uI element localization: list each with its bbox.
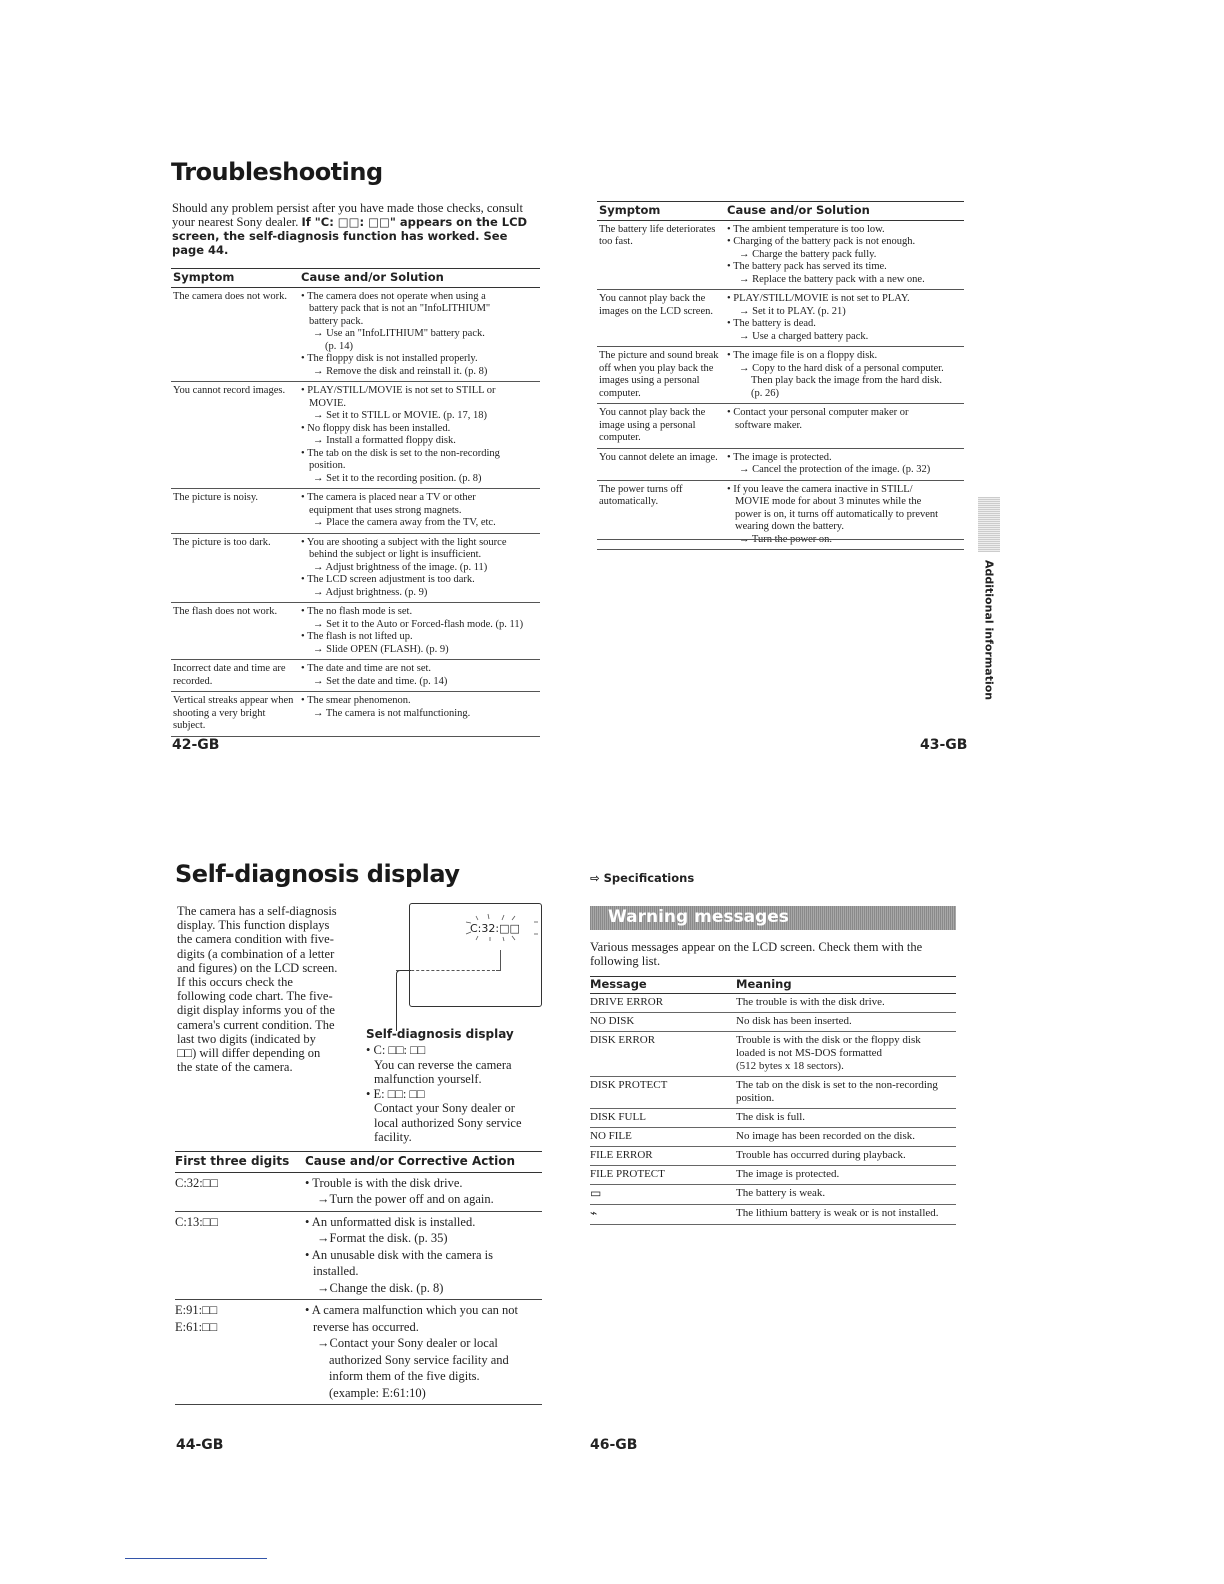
- lcd-code-readout: C:32:□□: [470, 922, 520, 935]
- meaning-line: The tab on the disk is set to the non-recording: [736, 1079, 938, 1091]
- page-number-44: 44-GB: [176, 1437, 224, 1453]
- cause-line: equipment that uses strong magnets.: [309, 504, 462, 516]
- legend-line: facility.: [374, 1130, 412, 1144]
- table-row: [597, 404, 964, 449]
- cause-line: → Copy to the hard disk of a personal computer.: [739, 362, 944, 374]
- cause-cell: [299, 603, 540, 660]
- table-end-rule: [597, 539, 964, 540]
- cause-line: → Cancel the protection of the image. (p. 32): [739, 464, 931, 475]
- col-corrective-action: Cause and/or Corrective Action: [305, 1152, 542, 1173]
- battery-weak-icon: ▭: [590, 1186, 602, 1200]
- table-row: [175, 1300, 542, 1405]
- warning-intro: Various messages appear on the LCD screen. Check them with the following list.: [590, 940, 923, 968]
- meaning-cell: [736, 1147, 956, 1166]
- cause-line: • The flash is not lifted up.: [301, 631, 413, 642]
- table-row: [171, 660, 540, 692]
- troubleshooting-table-42: [171, 268, 540, 737]
- error-code: E:61:□□: [175, 1319, 218, 1334]
- cause-line: → Place the camera away from the TV, etc.: [313, 517, 496, 528]
- action-cell: [305, 1172, 542, 1211]
- cause-line: • If you leave the camera inactive in STILL/: [727, 483, 913, 495]
- message-cell: [590, 1109, 736, 1128]
- meaning-cell: [736, 1109, 956, 1128]
- symptom-cell: Vertical streaks appear when shooting a very bright subject.: [171, 692, 299, 737]
- cause-line: • The no flash mode is set.: [301, 606, 413, 617]
- self-diagnosis-code-legend: [366, 1043, 542, 1145]
- message-cell: [590, 1077, 736, 1109]
- message-cell: [590, 1205, 736, 1225]
- message-cell: [590, 994, 736, 1013]
- page-number-43: 43-GB: [920, 737, 968, 753]
- cause-line: → Replace the battery pack with a new one.: [739, 273, 925, 285]
- body-line: camera's current condition. The: [177, 1017, 335, 1032]
- action-line: • Trouble is with the disk drive.: [305, 1175, 463, 1190]
- cause-line: → Slide OPEN (FLASH). (p. 9): [313, 643, 449, 655]
- col-message: Message: [590, 977, 736, 994]
- action-line: →Turn the power off and on again.: [317, 1192, 494, 1206]
- message-text: DISK ERROR: [590, 1034, 656, 1046]
- message-cell: [590, 1013, 736, 1032]
- error-code: C:13:□□: [175, 1214, 218, 1229]
- table-row: [597, 347, 964, 404]
- message-cell: [590, 1166, 736, 1185]
- body-line: last two digits (indicated by: [177, 1031, 316, 1046]
- cause-line: (p. 14): [325, 340, 353, 352]
- cause-line: • The tab on the disk is set to the non-recording: [301, 447, 500, 459]
- meaning-line: loaded is not MS-DOS formatted: [736, 1047, 883, 1059]
- table-row: [590, 1185, 956, 1205]
- symptom-cell: The flash does not work.: [171, 603, 299, 660]
- meaning-line: Trouble has occurred during playback.: [736, 1149, 906, 1161]
- cause-line: → Remove the disk and reinstall it. (p. 8): [313, 365, 488, 377]
- page-title-self-diagnosis: Self-diagnosis display: [175, 860, 460, 888]
- code-cell: [175, 1300, 305, 1405]
- crossref-specifications: ⇨ Specifications: [590, 871, 695, 885]
- cause-line: • The LCD screen adjustment is too dark.: [301, 574, 475, 585]
- table-row: [175, 1211, 542, 1300]
- meaning-cell: [736, 1013, 956, 1032]
- body-line: the camera condition with five-: [177, 932, 334, 947]
- cause-line: • The smear phenomenon.: [301, 695, 411, 706]
- col-symptom: Symptom: [171, 269, 299, 288]
- banner-title: Warning messages: [608, 907, 789, 927]
- action-line: →Contact your Sony dealer or local: [317, 1336, 498, 1350]
- page-title-troubleshooting: Troubleshooting: [171, 158, 383, 186]
- legend-line: local authorized Sony service: [374, 1115, 522, 1130]
- table-row: [171, 603, 540, 660]
- body-line: The camera has a self-diagnosis: [177, 904, 337, 918]
- col-first-three-digits: First three digits: [175, 1152, 305, 1173]
- cause-line: battery pack.: [309, 315, 364, 327]
- cause-cell: [299, 533, 540, 603]
- error-code: E:91:□□: [175, 1303, 218, 1317]
- cause-line: → Set it to PLAY. (p. 21): [739, 305, 846, 317]
- cause-line: • Charging of the battery pack is not enough.: [727, 236, 916, 247]
- meaning-cell: [736, 1077, 956, 1109]
- action-cell: [305, 1211, 542, 1300]
- cause-cell: [725, 290, 964, 347]
- body-line: the state of the camera.: [177, 1060, 293, 1075]
- cause-line: Then play back the image from the hard disk.: [751, 375, 942, 386]
- table-row: [171, 382, 540, 489]
- meaning-line: The image is protected.: [736, 1168, 840, 1180]
- troubleshooting-intro: [172, 201, 542, 257]
- message-cell: [590, 1185, 736, 1205]
- symptom-cell: You cannot record images.: [171, 382, 299, 489]
- side-label-text: Additional information: [982, 560, 996, 701]
- action-line: reverse has occurred.: [313, 1319, 419, 1334]
- code-cell: [175, 1172, 305, 1211]
- cause-line: power is on, it turns off automatically to prevent: [735, 508, 939, 520]
- meaning-line: (512 bytes x 18 sectors).: [736, 1060, 844, 1072]
- meaning-line: Trouble is with the disk or the floppy disk: [736, 1034, 921, 1046]
- body-line: and figures) on the LCD screen.: [177, 960, 338, 975]
- body-line: following code chart. The five-: [177, 989, 333, 1004]
- self-diagnosis-body: [177, 904, 377, 1074]
- table-row: [171, 287, 540, 382]
- body-line: digits (a combination of a letter: [177, 946, 335, 961]
- message-cell: [590, 1032, 736, 1077]
- page-number-42: 42-GB: [172, 737, 220, 753]
- cause-line: → Adjust brightness. (p. 9): [313, 586, 428, 598]
- cause-line: wearing down the battery.: [735, 521, 844, 532]
- code-cell: [175, 1211, 305, 1300]
- symptom-cell: The picture is too dark.: [171, 533, 299, 603]
- cause-line: • The ambient temperature is too low.: [727, 223, 885, 235]
- action-cell: [305, 1300, 542, 1405]
- cause-line: • No floppy disk has been installed.: [301, 422, 451, 434]
- cause-line: • The floppy disk is not installed properly.: [301, 353, 478, 364]
- table-row: [590, 1166, 956, 1185]
- cause-line: • PLAY/STILL/MOVIE is not set to PLAY.: [727, 293, 910, 304]
- cause-line: → Charge the battery pack fully.: [739, 248, 877, 260]
- lcd-frame-line: [496, 950, 501, 971]
- cause-line: → Adjust brightness of the image. (p. 11): [313, 561, 488, 573]
- action-line: installed.: [313, 1264, 359, 1278]
- cause-line: → Use a charged battery pack.: [739, 330, 869, 342]
- cause-line: • The image file is on a floppy disk.: [727, 350, 878, 361]
- table-row: [590, 1077, 956, 1109]
- cause-line: behind the subject or light is insufficient.: [309, 549, 482, 560]
- body-line: digit display informs you of the: [177, 1003, 335, 1018]
- callout-bracket: [396, 970, 411, 1031]
- symptom-cell: You cannot delete an image.: [597, 448, 725, 480]
- meaning-line: position.: [736, 1092, 775, 1104]
- cause-line: → Use an "InfoLITHIUM" battery pack.: [313, 328, 485, 339]
- self-diagnosis-table: [175, 1151, 542, 1405]
- meaning-cell: [736, 1205, 956, 1225]
- meaning-line: The battery is weak.: [736, 1187, 826, 1199]
- cause-line: • The camera does not operate when using a: [301, 290, 486, 302]
- message-text: DISK FULL: [590, 1111, 646, 1123]
- cause-line: • The battery pack has served its time.: [727, 261, 887, 272]
- cause-line: → The camera is not malfunctioning.: [313, 707, 471, 719]
- table-row: [590, 1032, 956, 1077]
- table-row: [597, 448, 964, 480]
- cause-cell: [725, 220, 964, 290]
- meaning-line: The disk is full.: [736, 1111, 806, 1123]
- warning-messages-table: [590, 976, 956, 1225]
- warning-messages-banner: [590, 906, 956, 930]
- message-text: FILE ERROR: [590, 1149, 653, 1161]
- message-text: NO FILE: [590, 1130, 632, 1142]
- cause-line: (p. 26): [751, 387, 779, 399]
- table-row: [597, 290, 964, 347]
- body-line: display. This function displays: [177, 918, 330, 933]
- legend-line: You can reverse the camera: [374, 1057, 512, 1072]
- symptom-cell: You cannot play back the image using a personal computer.: [597, 404, 725, 449]
- meaning-line: No disk has been inserted.: [736, 1015, 852, 1027]
- table-row: [171, 533, 540, 603]
- table-row: [590, 994, 956, 1013]
- cause-line: • The battery is dead.: [727, 318, 816, 329]
- cause-line: position.: [309, 460, 346, 471]
- body-line: If this occurs check the: [177, 975, 293, 990]
- table-row: [590, 1205, 956, 1225]
- meaning-line: The lithium battery is weak or is not installed.: [736, 1207, 939, 1219]
- footer-rule: [125, 1558, 267, 1559]
- section-tab-marker: [978, 497, 1000, 552]
- intro-plain: Should any problem persist after you have made those checks, consult your nearest Sony dealer.: [172, 201, 523, 229]
- meaning-cell: [736, 994, 956, 1013]
- cause-line: • The date and time are not set.: [301, 663, 432, 674]
- cause-cell: [299, 660, 540, 692]
- table-row: [590, 1147, 956, 1166]
- col-cause: Cause and/or Solution: [299, 269, 540, 288]
- intro-bold: If "C: □□: □□" appears on the LCD screen, the self-diagnosis function has worked. See page 44.: [172, 215, 528, 257]
- symptom-cell: The picture and sound break off when you play back the images using a personal computer.: [597, 347, 725, 404]
- error-code: C:32:□□: [175, 1175, 218, 1190]
- cause-line: MOVIE mode for about 3 minutes while the: [735, 496, 922, 507]
- meaning-cell: [736, 1128, 956, 1147]
- symptom-cell: The picture is noisy.: [171, 489, 299, 534]
- table-row: [590, 1109, 956, 1128]
- table-row: [590, 1013, 956, 1032]
- action-line: • A camera malfunction which you can not: [305, 1303, 518, 1317]
- action-line: • An unformatted disk is installed.: [305, 1214, 476, 1229]
- meaning-line: The trouble is with the disk drive.: [736, 996, 885, 1008]
- cause-line: → Turn the power on.: [739, 533, 833, 545]
- cause-line: software maker.: [735, 419, 803, 431]
- symptom-cell: You cannot play back the images on the LCD screen.: [597, 290, 725, 347]
- troubleshooting-table-43: [597, 201, 964, 550]
- symptom-cell: Incorrect date and time are recorded.: [171, 660, 299, 692]
- col-symptom: Symptom: [597, 202, 725, 221]
- cause-line: • PLAY/STILL/MOVIE is not set to STILL or: [301, 385, 496, 396]
- cause-line: • You are shooting a subject with the light source: [301, 536, 507, 548]
- message-text: FILE PROTECT: [590, 1168, 665, 1180]
- cause-line: → Install a formatted floppy disk.: [313, 435, 456, 446]
- meaning-cell: [736, 1185, 956, 1205]
- action-line: →Format the disk. (p. 35): [317, 1231, 448, 1245]
- message-cell: [590, 1128, 736, 1147]
- col-meaning: Meaning: [736, 977, 956, 994]
- cause-cell: [299, 287, 540, 382]
- action-line: (example: E:61:10): [329, 1385, 426, 1400]
- table-row: [175, 1172, 542, 1211]
- message-text: DRIVE ERROR: [590, 996, 664, 1008]
- cause-line: • The camera is placed near a TV or other: [301, 492, 476, 503]
- message-text: DISK PROTECT: [590, 1079, 668, 1091]
- symptom-cell: The battery life deteriorates too fast.: [597, 220, 725, 290]
- page-number-46: 46-GB: [590, 1437, 638, 1453]
- legend-line: • C: □□: □□: [366, 1043, 426, 1057]
- col-cause: Cause and/or Solution: [725, 202, 964, 221]
- cause-cell: [725, 347, 964, 404]
- cause-line: → Set the date and time. (p. 14): [313, 675, 448, 687]
- symptom-cell: The camera does not work.: [171, 287, 299, 382]
- legend-line: • E: □□: □□: [366, 1086, 425, 1101]
- side-label: [978, 560, 1000, 701]
- table-row: [590, 1128, 956, 1147]
- message-text: NO DISK: [590, 1015, 635, 1027]
- meaning-line: No image has been recorded on the disk.: [736, 1130, 915, 1142]
- action-line: • An unusable disk with the camera is: [305, 1247, 494, 1262]
- meaning-cell: [736, 1166, 956, 1185]
- cause-line: • Contact your personal computer maker or: [727, 407, 909, 418]
- cause-cell: [725, 448, 964, 480]
- lcd-frame-line: [396, 970, 500, 1001]
- legend-line: Contact your Sony dealer or: [374, 1101, 515, 1115]
- cause-line: MOVIE.: [309, 397, 347, 409]
- cause-cell: [725, 404, 964, 449]
- action-line: →Change the disk. (p. 8): [317, 1280, 444, 1295]
- cause-cell: [299, 382, 540, 489]
- symptom-cell: The power turns off automatically.: [597, 480, 725, 550]
- cause-line: • The image is protected.: [727, 451, 832, 463]
- cause-line: battery pack that is not an "InfoLITHIUM": [309, 303, 491, 314]
- self-diagnosis-caption: Self-diagnosis display: [366, 1027, 514, 1041]
- table-row: [171, 489, 540, 534]
- meaning-cell: [736, 1032, 956, 1077]
- action-line: authorized Sony service facility and: [329, 1352, 509, 1367]
- table-row: [171, 692, 540, 737]
- lcd-screen-illustration: [409, 903, 542, 1007]
- lithium-battery-icon: ⌁: [590, 1206, 598, 1220]
- cause-line: → Set it to the recording position. (p. 8): [313, 472, 482, 484]
- message-cell: [590, 1147, 736, 1166]
- cause-cell: [299, 692, 540, 737]
- table-row: [597, 220, 964, 290]
- cause-line: → Set it to STILL or MOVIE. (p. 17, 18): [313, 410, 488, 421]
- body-line: □□) will differ depending on: [177, 1046, 321, 1061]
- action-line: inform them of the five digits.: [329, 1369, 480, 1383]
- cause-line: → Set it to the Auto or Forced-flash mode. (p. 11): [313, 618, 524, 630]
- cause-cell: [299, 489, 540, 534]
- legend-line: malfunction yourself.: [374, 1072, 482, 1086]
